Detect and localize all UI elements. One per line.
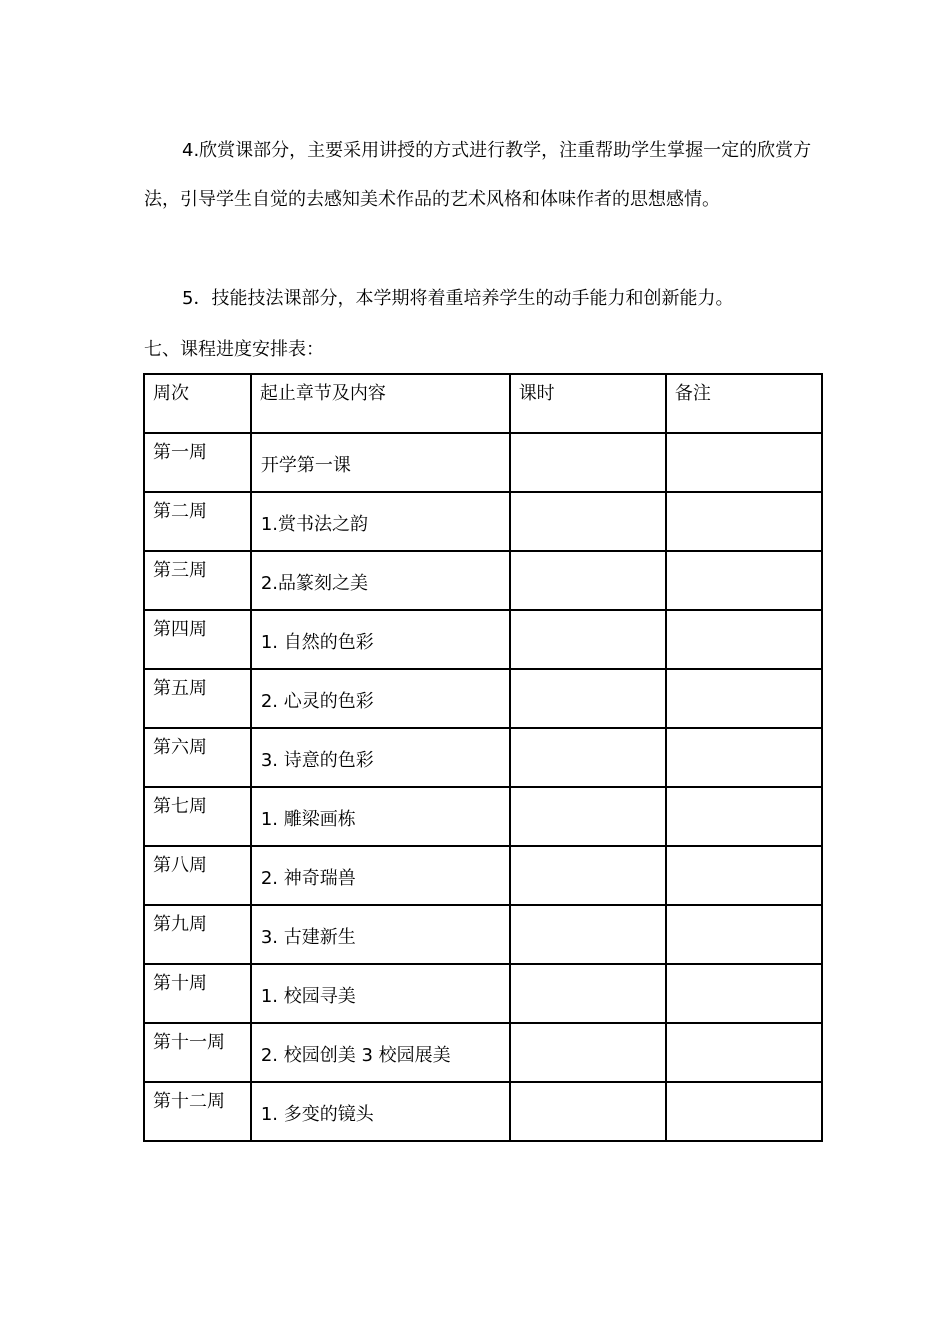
hours-cell-text — [511, 434, 665, 455]
content-cell-text: 开学第一课 — [260, 455, 351, 476]
week-cell — [144, 433, 251, 492]
notes-cell — [666, 846, 822, 905]
hours-cell — [510, 787, 666, 846]
hours-cell-text — [511, 670, 665, 691]
notes-cell — [666, 905, 822, 964]
content-cell-text: 1.赏书法之韵 — [260, 514, 369, 535]
notes-cell-text — [667, 552, 821, 573]
hours-cell — [510, 551, 666, 610]
header-cell — [510, 374, 666, 433]
content-cell — [251, 492, 510, 551]
notes-cell-text — [667, 965, 821, 986]
week-cell-text: 第十一周 — [153, 1032, 225, 1053]
header-cell — [666, 374, 822, 433]
content-cell-text: 1. 多变的镜头 — [260, 1104, 374, 1125]
week-cell — [144, 787, 251, 846]
notes-cell — [666, 1082, 822, 1141]
table-row — [144, 1023, 822, 1082]
hours-cell-text — [511, 847, 665, 868]
notes-cell — [666, 433, 822, 492]
table-row — [144, 846, 822, 905]
content-cell — [251, 1023, 510, 1082]
table-row — [144, 728, 822, 787]
week-cell-text: 第六周 — [153, 737, 207, 758]
hours-cell-text — [511, 965, 665, 986]
content-cell — [251, 846, 510, 905]
content-cell-text: 3. 诗意的色彩 — [260, 750, 374, 771]
hours-cell-text — [511, 1083, 665, 1104]
notes-cell — [666, 787, 822, 846]
week-cell — [144, 610, 251, 669]
hours-cell — [510, 1023, 666, 1082]
week-cell-text: 第五周 — [153, 678, 207, 699]
content-cell — [251, 728, 510, 787]
hours-cell — [510, 433, 666, 492]
notes-cell — [666, 669, 822, 728]
notes-cell-text — [667, 729, 821, 750]
hours-cell-text — [511, 493, 665, 514]
week-cell — [144, 669, 251, 728]
header-cell — [144, 374, 251, 433]
table-body — [144, 433, 822, 1141]
hours-cell — [510, 846, 666, 905]
section-heading: 七、课程进度安排表： — [144, 339, 324, 360]
hours-cell-text — [511, 906, 665, 927]
content-cell-text: 1. 校园寻美 — [260, 986, 356, 1007]
week-cell-text: 第七周 — [153, 796, 207, 817]
week-cell — [144, 964, 251, 1023]
notes-cell — [666, 551, 822, 610]
table-row — [144, 1082, 822, 1141]
week-cell — [144, 1023, 251, 1082]
content-cell-text: 2. 校园创美 3 校园展美 — [260, 1045, 451, 1066]
hours-cell — [510, 1082, 666, 1141]
table-row — [144, 905, 822, 964]
header-hours: 课时 — [518, 383, 555, 404]
header-notes: 备注 — [674, 383, 711, 404]
week-cell — [144, 905, 251, 964]
notes-cell-text — [667, 906, 821, 927]
week-cell-text: 第四周 — [153, 619, 207, 640]
paragraph-appreciation: 4.欣赏课部分，主要采用讲授的方式进行教学，注重帮助学生掌握一定的欣赏方法，引导学生自觉的去感知美术作品的艺术风格和体味作者的思想感情。 — [144, 140, 812, 210]
notes-cell — [666, 492, 822, 551]
header-cell — [251, 374, 510, 433]
content-cell — [251, 551, 510, 610]
week-cell — [144, 846, 251, 905]
hours-cell — [510, 610, 666, 669]
hours-cell-text — [511, 788, 665, 809]
content-cell-text: 1. 自然的色彩 — [260, 632, 374, 653]
table-row — [144, 787, 822, 846]
table-row — [144, 669, 822, 728]
table-row — [144, 964, 822, 1023]
notes-cell-text — [667, 434, 821, 455]
week-cell — [144, 492, 251, 551]
week-cell-text: 第二周 — [153, 501, 207, 522]
notes-cell-text — [667, 788, 821, 809]
schedule-table — [143, 373, 823, 1142]
notes-cell — [666, 1023, 822, 1082]
content-cell-text: 2. 心灵的色彩 — [260, 691, 374, 712]
notes-cell-text — [667, 1024, 821, 1045]
week-cell-text: 第八周 — [153, 855, 207, 876]
content-cell — [251, 1082, 510, 1141]
table-header-row — [144, 374, 822, 433]
hours-cell — [510, 964, 666, 1023]
hours-cell — [510, 905, 666, 964]
table-row — [144, 551, 822, 610]
week-cell-text: 第十周 — [153, 973, 207, 994]
hours-cell-text — [511, 552, 665, 573]
content-cell — [251, 964, 510, 1023]
hours-cell — [510, 728, 666, 787]
content-cell — [251, 610, 510, 669]
notes-cell-text — [667, 1083, 821, 1104]
header-week: 周次 — [153, 383, 189, 404]
hours-cell-text — [511, 611, 665, 632]
notes-cell — [666, 964, 822, 1023]
notes-cell-text — [667, 493, 821, 514]
content-cell-text: 3. 古建新生 — [260, 927, 356, 948]
hours-cell — [510, 669, 666, 728]
notes-cell-text — [667, 847, 821, 868]
week-cell-text: 第一周 — [153, 442, 207, 463]
paragraph-skills: 5．技能技法课部分，本学期将着重培养学生的动手能力和创新能力。 — [182, 288, 734, 309]
week-cell — [144, 1082, 251, 1141]
hours-cell-text — [511, 729, 665, 750]
table-row — [144, 492, 822, 551]
week-cell — [144, 551, 251, 610]
notes-cell-text — [667, 670, 821, 691]
week-cell-text: 第九周 — [153, 914, 207, 935]
week-cell — [144, 728, 251, 787]
week-cell-text: 第三周 — [153, 560, 207, 581]
notes-cell — [666, 610, 822, 669]
hours-cell-text — [511, 1024, 665, 1045]
content-cell-text: 1. 雕梁画栋 — [260, 809, 356, 830]
week-cell-text: 第十二周 — [153, 1091, 225, 1112]
table-row — [144, 433, 822, 492]
notes-cell — [666, 728, 822, 787]
content-cell-text: 2.品篆刻之美 — [260, 573, 369, 594]
header-content: 起止章节及内容 — [259, 383, 386, 404]
content-cell — [251, 669, 510, 728]
content-cell — [251, 433, 510, 492]
content-cell-text: 2. 神奇瑞兽 — [260, 868, 356, 889]
table-row — [144, 610, 822, 669]
content-cell — [251, 787, 510, 846]
hours-cell — [510, 492, 666, 551]
content-cell — [251, 905, 510, 964]
notes-cell-text — [667, 611, 821, 632]
